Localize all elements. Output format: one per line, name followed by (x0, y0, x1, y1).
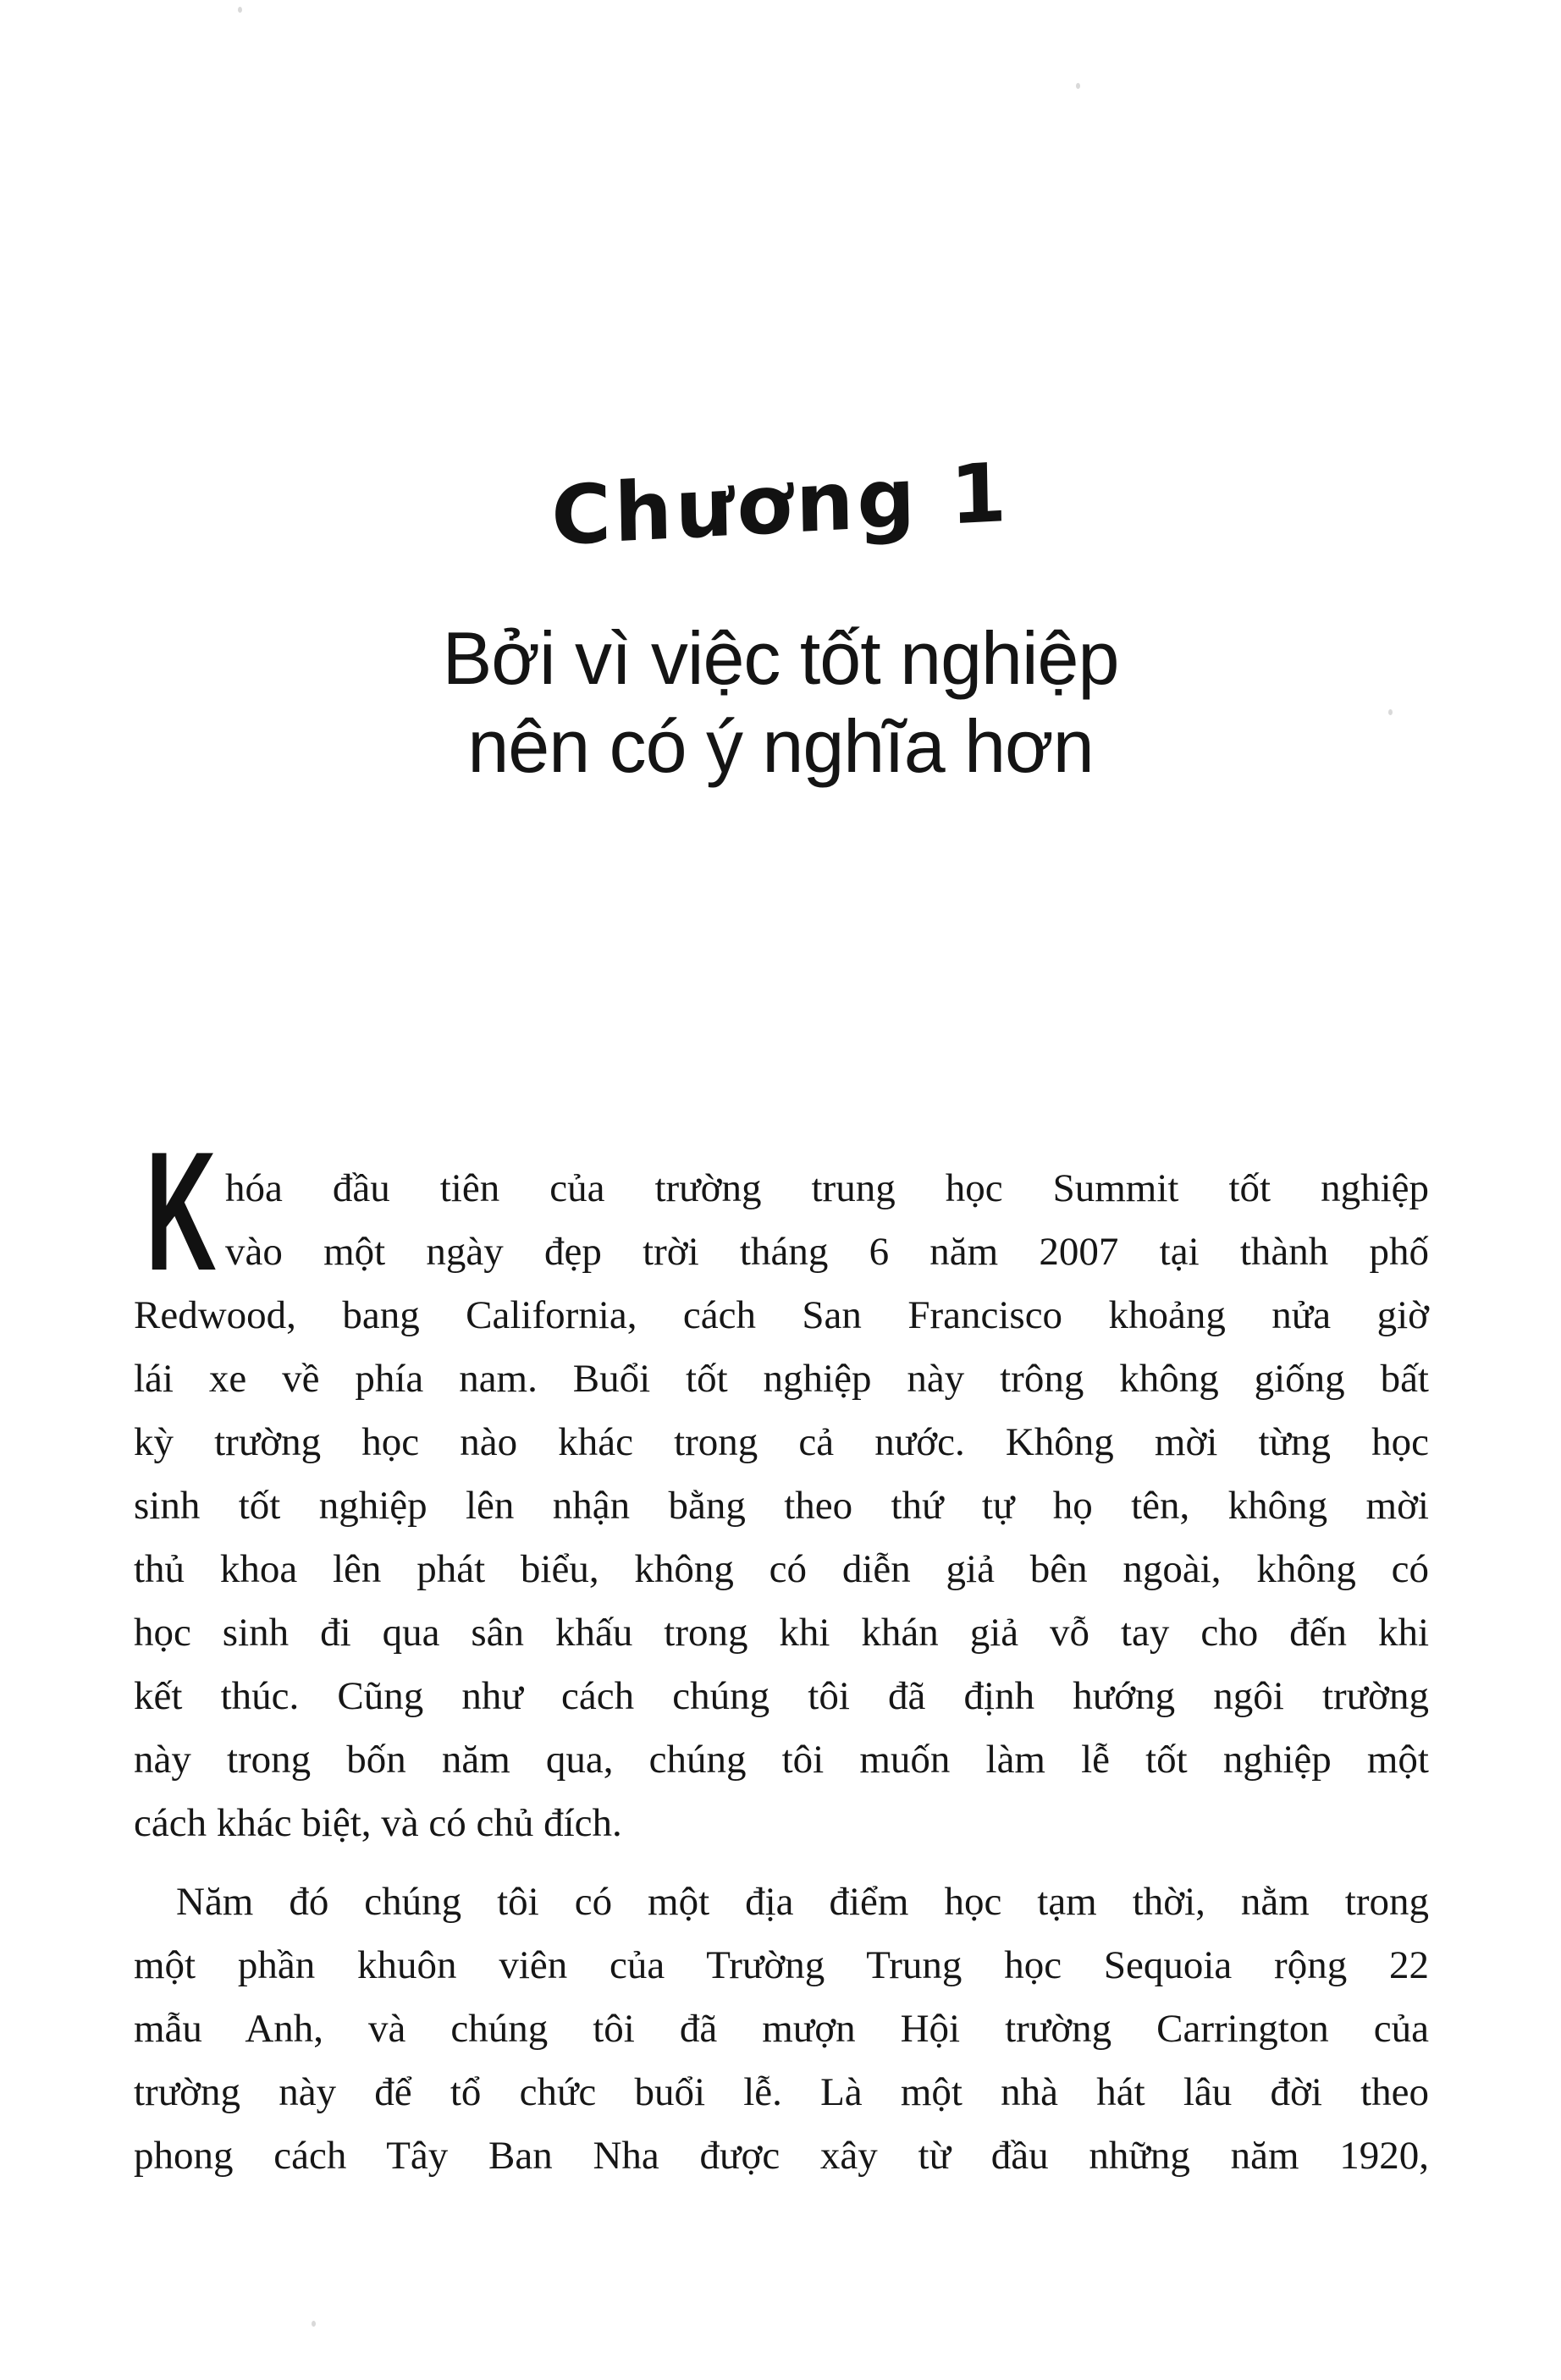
paragraph (134, 1117, 1429, 1855)
text-line: thủ khoa lên phát biểu, không có diễn giả bên ngoài, không có (134, 1547, 1429, 1591)
scan-speck (312, 2321, 316, 2327)
scan-speck (238, 7, 242, 13)
text-line: một phần khuôn viên của Trường Trung học Sequoia rộng 22 (134, 1943, 1429, 1987)
drop-cap: K (146, 1117, 217, 1306)
chapter-title-line-1: Bởi vì việc tốt nghiệp (442, 616, 1119, 700)
paragraph (134, 1870, 1429, 2188)
text-line: trường này để tổ chức buổi lễ. Là một nhà hát lâu đời theo (134, 2070, 1429, 2114)
text-line: mẫu Anh, và chúng tôi đã mượn Hội trường Carrington của (134, 2007, 1429, 2051)
text-line: kỳ trường học nào khác trong cả nước. Không mời từng học (134, 1420, 1429, 1464)
text-line: lái xe về phía nam. Buổi tốt nghiệp này trông không giống bất (134, 1357, 1429, 1401)
chapter-label (0, 444, 1561, 565)
chapter-title-line-2: nên có ý nghĩa hơn (467, 704, 1094, 788)
chapter-label-text: Chương 1 (550, 444, 1011, 565)
text-line: Năm đó chúng tôi có một địa điểm học tạm thời, nằm trong (176, 1880, 1429, 1924)
scan-speck (1076, 83, 1080, 89)
text-line: cách khác biệt, và có chủ đích. (134, 1801, 622, 1845)
text-line: học sinh đi qua sân khấu trong khi khán giả vỗ tay cho đến khi (134, 1611, 1429, 1655)
text-line: phong cách Tây Ban Nha được xây từ đầu những năm 1920, (134, 2134, 1429, 2178)
text-line: này trong bốn năm qua, chúng tôi muốn làm lễ tốt nghiệp một (134, 1738, 1429, 1782)
text-line: hóa đầu tiên của trường trung học Summit tốt nghiệp (225, 1166, 1429, 1210)
text-line: vào một ngày đẹp trời tháng 6 năm 2007 tại thành phố (225, 1230, 1429, 1274)
chapter-title (0, 614, 1561, 791)
text-line: Redwood, bang California, cách San Francisco khoảng nửa giờ (134, 1293, 1429, 1337)
text-line: kết thúc. Cũng như cách chúng tôi đã định hướng ngôi trường (134, 1674, 1429, 1718)
scan-speck (1388, 709, 1393, 715)
body-text (134, 1117, 1429, 2188)
text-line: sinh tốt nghiệp lên nhận bằng theo thứ tự họ tên, không mời (134, 1484, 1429, 1528)
